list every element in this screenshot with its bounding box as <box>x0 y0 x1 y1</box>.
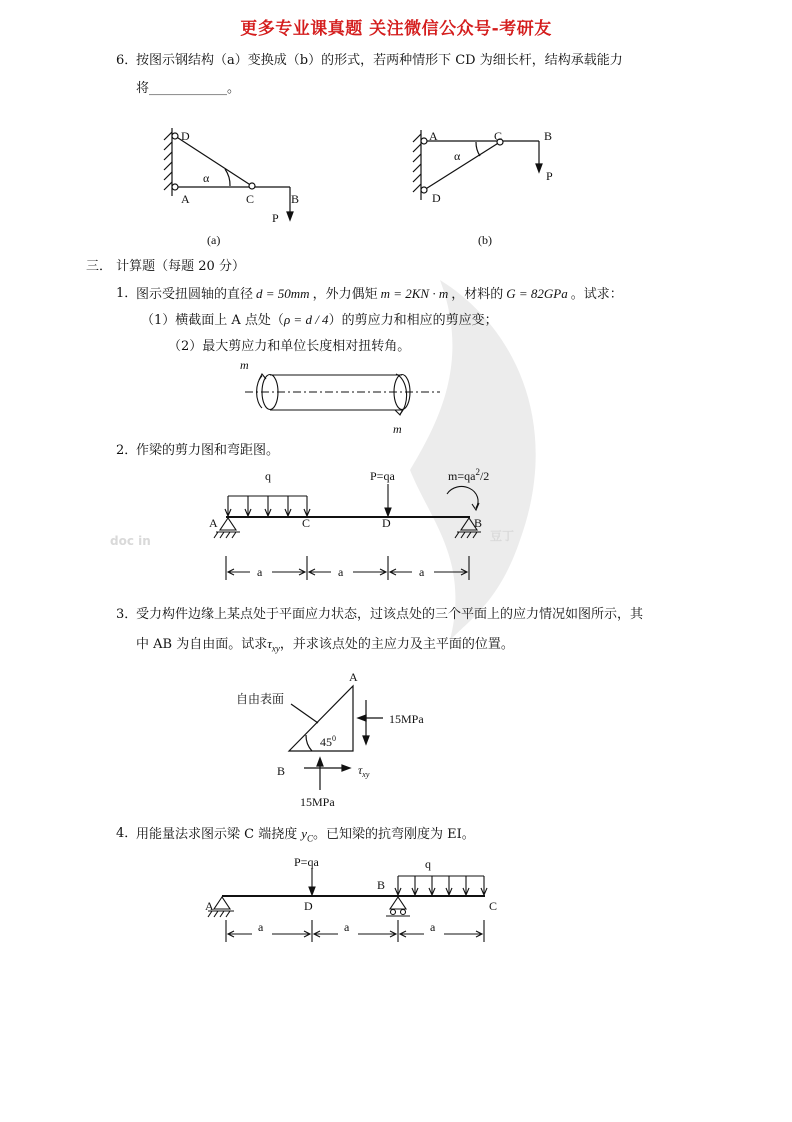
c1-eq-g: G = 82GPa <box>506 286 568 301</box>
section3-title: 三． 计算题（每题 20 分） <box>86 259 245 274</box>
fig-b-label-c: C <box>494 129 503 143</box>
c1-sub1-a: （1）横截面上 A 点处（ <box>141 313 284 328</box>
watermark-brand-text: doc in <box>110 534 151 548</box>
c3-label-b: B <box>277 764 286 778</box>
c4-support-a <box>214 897 230 909</box>
c3-tau: τ <box>267 636 272 651</box>
q6-line2: 将____________。 <box>136 81 241 96</box>
c1-sub1-b: ）的剪应力和相应的剪应变； <box>328 313 498 328</box>
c1-eq-m: m = 2KN · m <box>380 286 449 301</box>
page-banner: 更多专业课真题 关注微信公众号-考研友 <box>240 19 552 39</box>
c2-label-a: A <box>209 516 218 530</box>
c1-text-a: 图示受扭圆轴的直径 <box>136 287 254 302</box>
c4-y: y <box>301 826 307 841</box>
c2-label-p: P=qa <box>370 469 395 483</box>
c2-label-m: $m=qa^2/2$ <box>448 467 490 483</box>
c4-support-b <box>390 897 406 909</box>
c2-text: 作梁的剪力图和弯距图。 <box>136 443 280 458</box>
fig-a-caption: (a) <box>207 233 221 247</box>
fig-b-label-d: D <box>432 191 441 205</box>
c3-stress-right: 15MPa <box>389 712 424 726</box>
c4-dim-2: a <box>344 920 350 934</box>
c2-label-d: D <box>382 516 391 530</box>
fig-b-label-alpha: α <box>454 149 461 163</box>
c4-label-b: B <box>377 878 386 892</box>
fig-a-label-c: C <box>246 192 255 206</box>
c4-dim-3: a <box>430 920 436 934</box>
c1-eq-d: d = 50mm <box>256 286 310 301</box>
fig-a-label-a: A <box>181 192 190 206</box>
fig-b-label-p: P <box>546 169 553 183</box>
c1-sub1-eq: ρ = d / 4 <box>283 312 329 327</box>
c1-sub2: （2）最大剪应力和单位长度相对扭转角。 <box>168 339 411 354</box>
c3-line2-a: 中 AB 为自由面。试求 <box>136 637 268 652</box>
c1-m-bottom: m <box>393 422 402 436</box>
c4-label-p: P=qa <box>294 855 319 869</box>
c3-tau-sub: xy <box>271 643 280 654</box>
c3-line2-b: ，并求该点处的主应力及主平面的位置。 <box>279 637 514 652</box>
c2-label-c: C <box>302 516 311 530</box>
c3-tau-label: $\tau_{xy}$ <box>358 763 370 779</box>
c4-label-d: D <box>304 899 313 913</box>
q6-line1: 按图示钢结构（a）变换成（b）的形式，若两种情形下 CD 为细长杆，结构承载能力 <box>136 53 623 68</box>
q6-number: 6． <box>116 53 138 68</box>
c3-line1: 受力构件边缘上某点处于平面应力状态，过该点处的三个平面上的应力情况如图所示，其 <box>136 607 644 622</box>
fig-b-label-a: A <box>429 129 438 143</box>
fig-a-label-p: P <box>272 211 279 225</box>
c4-dim-1: a <box>258 920 264 934</box>
c4-number: 4． <box>116 826 138 841</box>
c2-label-b: B <box>474 516 483 530</box>
c2-number: 2． <box>116 443 138 458</box>
c2-dim-3: a <box>419 565 425 579</box>
fig-a-label-d: D <box>181 129 190 143</box>
c4-label-q: q <box>425 857 431 871</box>
c3-angle-label: $45^0$ <box>320 734 336 749</box>
c3-label-a: A <box>349 670 358 684</box>
c4-text-a: 用能量法求图示梁 C 端挠度 <box>136 827 298 842</box>
c2-dim-1: a <box>257 565 263 579</box>
c4-y-sub: C <box>307 833 314 844</box>
fig-b-label-b: B <box>544 129 553 143</box>
fig-a-label-b: B <box>291 192 300 206</box>
c4-label-c: C <box>489 899 498 913</box>
c4-label-a: A <box>205 899 214 913</box>
c2-label-q: q <box>265 469 271 483</box>
c4-text-b: 。已知梁的抗弯刚度为 EI。 <box>313 827 475 842</box>
fig-b-caption: (b) <box>478 233 492 247</box>
watermark-cn-text: 豆丁 <box>490 529 515 543</box>
c3-free-surface-label: 自由表面 <box>236 692 285 706</box>
c1-m-top: m <box>240 358 249 372</box>
c1-text-b: ，外力偶矩 <box>312 287 378 302</box>
c2-dim-2: a <box>338 565 344 579</box>
c3-number: 3． <box>116 607 138 622</box>
fig-a-label-alpha: α <box>203 171 210 185</box>
c1-text-d: 。试求： <box>570 287 623 302</box>
c1-text-c: ，材料的 <box>451 287 504 302</box>
c3-stress-bottom: 15MPa <box>300 795 335 809</box>
c1-number: 1． <box>116 286 138 301</box>
